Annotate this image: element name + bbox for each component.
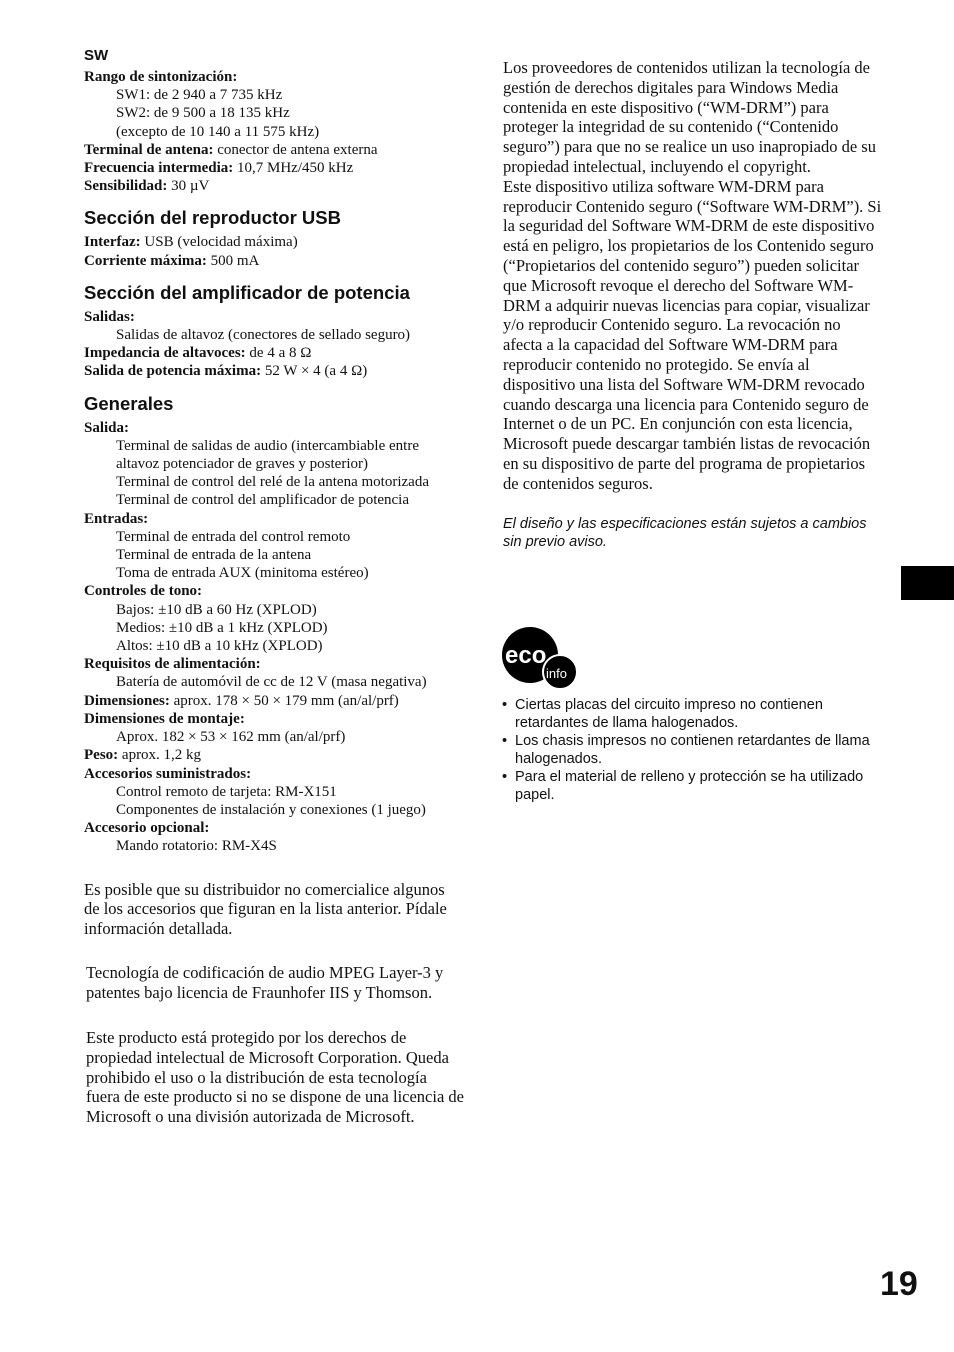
page-number: 19 (880, 1265, 918, 1303)
usb-specs (84, 233, 464, 269)
inputs-value: Terminal de entrada del control remoto (116, 528, 351, 545)
supplied-accessories-value: Control remoto de tarjeta: RM-X151 (116, 783, 337, 800)
optional-accessory-value: Mando rotatorio: RM-X4S (116, 838, 277, 855)
weight-label: Peso: (84, 747, 119, 764)
inputs-value: Terminal de entrada de la antena (116, 547, 312, 564)
antenna-terminal-label: Terminal de antena: (84, 141, 214, 158)
output-label: Salida: (84, 419, 130, 436)
tone-controls-label: Controles de tono: (84, 583, 203, 600)
interface-label: Interfaz: (84, 234, 141, 251)
eco-logo-text: eco (505, 642, 547, 669)
impedance-label: Impedancia de altavoces: (84, 345, 246, 362)
outputs-label: Salidas: (84, 308, 135, 325)
dimensions-label: Dimensiones: (84, 692, 170, 709)
tuning-range-label: Rango de sintonización: (84, 69, 238, 85)
list-item-text: Para el material de relleno y protección se ha utilizado papel. (515, 769, 864, 803)
bullet-icon: • (502, 697, 508, 713)
list-item (501, 696, 881, 732)
sw-section-title: SW (84, 47, 109, 64)
mpeg-license-note: Tecnología de codificación de audio MPEG Layer-3 y patentes bajo licencia de Fraunhofer IIS y Thomson. (86, 963, 444, 1002)
weight-value: aprox. 1,2 kg (118, 747, 202, 764)
usb-section-title: Sección del reproductor USB (84, 207, 341, 229)
power-requirements-value: Batería de automóvil de cc de 12 V (masa negativa) (116, 674, 427, 691)
intermediate-freq-label: Frecuencia intermedia: (84, 160, 234, 177)
microsoft-license-note: Este producto está protegido por los derechos de propiedad intelectual de Microsoft Corporation. Queda prohibido el uso o la distribución de esta tecnología fuera de este producto si no se dispone de una licencia de Microsoft o una división autorizada de Microsoft. (86, 1028, 464, 1126)
sensitivity-value: 30 µV (167, 178, 210, 195)
tuning-range-value: SW2: de 9 500 a 18 135 kHz (116, 105, 290, 122)
bullet-icon: • (502, 733, 508, 749)
list-item-text: Los chasis impresos no contienen retardantes de llama halogenados. (515, 733, 870, 767)
output-value: Terminal de control del amplificador de potencia (116, 492, 409, 509)
output-value: Terminal de control del relé de la antena motorizada (116, 474, 429, 491)
right-column (503, 58, 883, 551)
max-power-value: 52 W × 4 (a 4 Ω) (261, 363, 368, 380)
sw-specs (84, 68, 464, 195)
mounting-dimensions-label: Dimensiones de montaje: (84, 710, 245, 727)
supplied-accessories-label: Accesorios suministrados: (84, 765, 252, 782)
tone-controls-value: Altos: ±10 dB a 10 kHz (XPLOD) (116, 638, 323, 655)
antenna-terminal-value: conector de antena externa (213, 141, 378, 158)
dimensions-value: aprox. 178 × 50 × 179 mm (an/al/prf) (169, 692, 399, 709)
list-item-text: Ciertas placas del circuito impreso no contienen retardantes de llama halogenados. (515, 697, 823, 731)
inputs-value: Toma de entrada AUX (minitoma estéreo) (116, 565, 369, 582)
dealer-note: Es posible que su distribuidor no comercialice algunos de los accesorios que figuran en la lista anterior. Pídale información detallada. (84, 879, 447, 938)
supplied-accessories-value: Componentes de instalación y conexiones (1 juego) (116, 801, 426, 818)
interface-value: USB (velocidad máxima) (140, 234, 298, 251)
section-side-tab (901, 566, 954, 600)
wmdrm-paragraph-1: Los proveedores de contenidos utilizan la tecnología de gestión de derechos digitales para Windows Media contenida en este dispositivo (“WM-DRM”) para proteger la integridad de su contenido (“Contenido seguro”) para que no se realice un uso inapropiado de su propiedad intelectual, incluyendo el copyright. (503, 58, 876, 176)
mounting-dimensions-value: Aprox. 182 × 53 × 162 mm (an/al/prf) (116, 729, 346, 746)
impedance-value: de 4 a 8 Ω (245, 345, 312, 362)
inputs-label: Entradas: (84, 510, 149, 527)
bullet-icon: • (502, 769, 508, 785)
list-item (501, 732, 881, 768)
eco-bullet-list (501, 696, 881, 804)
general-specs (84, 419, 464, 856)
amplifier-specs (84, 308, 464, 381)
tuning-range-value: SW1: de 2 940 a 7 735 kHz (116, 87, 283, 104)
optional-accessory-label: Accesorio opcional: (84, 820, 210, 837)
eco-info-logo (501, 625, 579, 691)
general-section-title: Generales (84, 392, 174, 414)
power-requirements-label: Requisitos de alimentación: (84, 656, 261, 673)
intermediate-freq-value: 10,7 MHz/450 kHz (233, 160, 354, 177)
tuning-range-value: (excepto de 10 140 a 11 575 kHz) (116, 123, 320, 140)
left-column (84, 47, 464, 1126)
tone-controls-value: Medios: ±10 dB a 1 kHz (XPLOD) (116, 619, 328, 636)
max-power-label: Salida de potencia máxima: (84, 363, 262, 380)
spec-change-note: El diseño y las especificaciones están sujetos a cambios sin previo aviso. (503, 515, 867, 550)
max-current-label: Corriente máxima: (84, 252, 207, 269)
tone-controls-value: Bajos: ±10 dB a 60 Hz (XPLOD) (116, 601, 317, 618)
wmdrm-paragraph-2: Este dispositivo utiliza software WM-DRM para reproducir Contenido seguro (“Software WM-DRM”). Si la seguridad del Software WM-DRM de este dispositivo está en peligro, los propietarios de los Contenido seguro (“Propietarios del contenido seguro”) pueden solicitar que Microsoft revoque el derecho del Software WM-DRM a adquirir nuevas licencias para copiar, visualizar y/o reproducir Contenido seguro. La revocación no afecta a la capacidad del Software WM-DRM para reproducir contenido no protegido. Se envía al dispositivo una lista del Software WM-DRM revocado cuando descarga una licencia para Contenido seguro de Internet o de un PC. En conjunción con esta licencia, Microsoft puede descargar también listas de revocación en su dispositivo de parte del programa de propietarios de contenidos seguros. (503, 176, 882, 493)
info-logo-text: info (546, 666, 567, 681)
outputs-value: Salidas de altavoz (conectores de sellado seguro) (116, 327, 411, 344)
sensitivity-label: Sensibilidad: (84, 178, 168, 195)
max-current-value: 500 mA (206, 252, 260, 269)
output-value: Terminal de salidas de audio (intercambiable entre altavoz potenciador de graves y posterior) (116, 437, 419, 473)
list-item (501, 768, 881, 804)
amplifier-section-title: Sección del amplificador de potencia (84, 281, 410, 303)
